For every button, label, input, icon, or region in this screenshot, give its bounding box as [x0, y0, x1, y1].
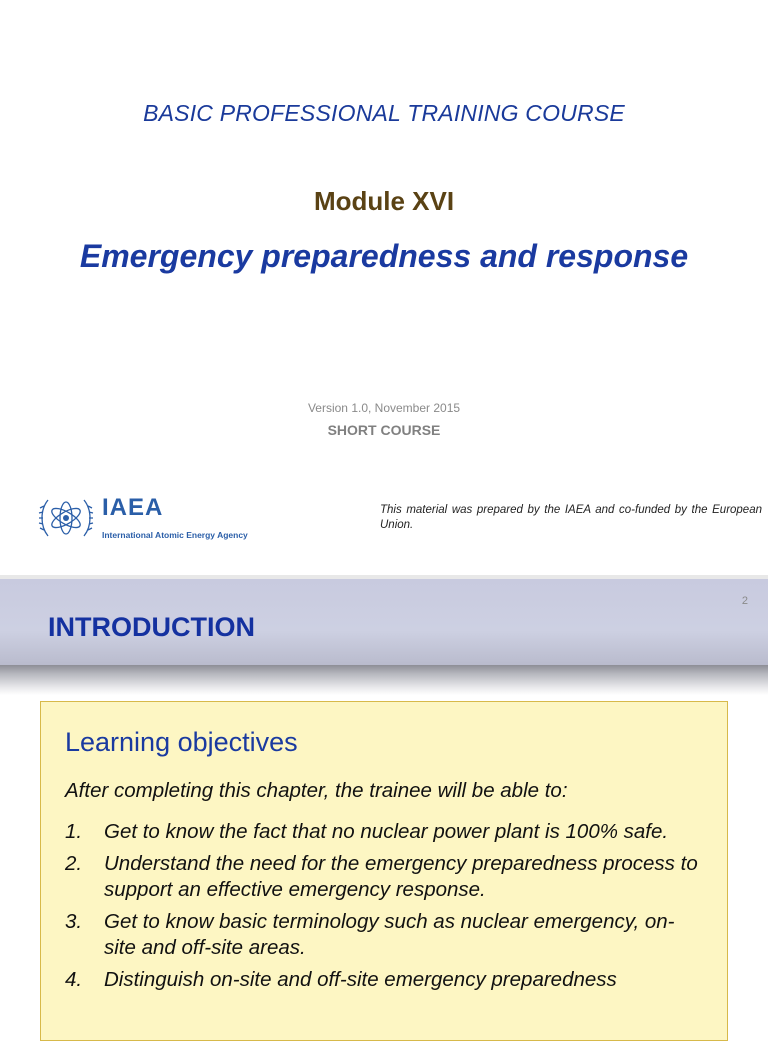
- module-number: Module XVI: [313, 186, 455, 216]
- item-text: Distinguish on-site and off-site emergency preparedness: [104, 968, 617, 991]
- version-text: Version 1.0, November 2015: [307, 401, 461, 415]
- item-number: 1.: [65, 820, 83, 843]
- course-type: SHORT COURSE: [327, 422, 441, 438]
- list-item: [65, 909, 705, 961]
- item-text: Understand the need for the emergency preparedness process to support an effective emergency response.: [104, 852, 698, 901]
- logo-name: IAEA: [102, 494, 164, 521]
- list-item: [65, 819, 705, 845]
- item-number: 4.: [65, 968, 83, 991]
- header-shadow: [0, 665, 768, 695]
- objectives-intro: After completing this chapter, the trainee will be able to:: [65, 779, 568, 802]
- list-item: [65, 851, 705, 903]
- item-number: 2.: [65, 852, 83, 875]
- course-title: BASIC PROFESSIONAL TRAINING COURSE: [143, 100, 625, 126]
- objectives-list: [65, 819, 705, 999]
- slide-heading: INTRODUCTION: [48, 612, 255, 642]
- list-item: [65, 967, 705, 993]
- module-subject: Emergency preparedness and response: [79, 238, 689, 274]
- item-number: 3.: [65, 910, 83, 933]
- objectives-title: Learning objectives: [65, 727, 298, 757]
- page-number: 2: [741, 595, 748, 607]
- item-text: Get to know basic terminology such as nuclear emergency, on-site and off-site areas.: [104, 910, 675, 959]
- iaea-logo: [38, 490, 268, 546]
- funding-disclaimer: This material was prepared by the IAEA and co-funded by the European Union.: [380, 504, 762, 531]
- iaea-atom-emblem-icon: [38, 492, 94, 544]
- learning-objectives-box: [40, 701, 728, 1041]
- item-text: Get to know the fact that no nuclear power plant is 100% safe.: [104, 820, 669, 843]
- logo-subtitle: International Atomic Energy Agency: [102, 530, 248, 540]
